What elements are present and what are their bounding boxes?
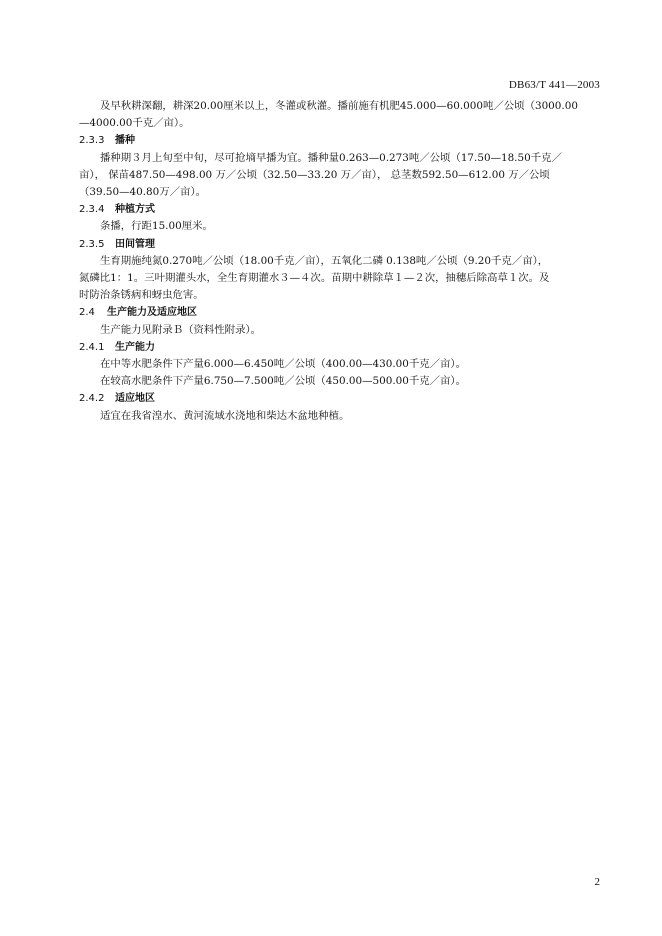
section-number: 2.3.4 bbox=[79, 204, 105, 216]
capacity-line-1: 在中等水肥条件下产量6.000—6.450吨／公顷（400.00—430.00千克／亩）。 bbox=[100, 358, 466, 371]
page-number: 2 bbox=[594, 876, 600, 888]
section-2-4-2-heading bbox=[79, 390, 601, 407]
section-2-3-3-heading bbox=[79, 132, 601, 149]
section-number: 2.4.2 bbox=[79, 393, 105, 405]
planting-method-line-1: 条播，行距15.00厘米。 bbox=[100, 220, 213, 233]
sowing-line-3: （39.50—40.80万／亩）。 bbox=[79, 186, 207, 199]
section-2-3-4-heading bbox=[79, 201, 601, 218]
intro-line-1: 及早秋耕深翻，耕深20.00厘米以上，冬灌或秋灌。播前施有机肥45.000—60.000吨／公顷（3000.00 bbox=[100, 100, 578, 112]
section-number: 2.4 bbox=[79, 307, 95, 319]
section-number: 2.3.5 bbox=[79, 238, 105, 250]
section-title: 田间管理 bbox=[115, 238, 155, 250]
document-body bbox=[79, 98, 601, 425]
section-title: 生产能力 bbox=[115, 341, 155, 353]
section-2-4-1-heading bbox=[79, 339, 601, 356]
intro-line-2: —4000.00千克／亩）。 bbox=[79, 117, 190, 130]
capacity-line-2: 在较高水肥条件下产量6.750—7.500吨／公顷（450.00—500.00千克／亩）。 bbox=[100, 375, 466, 388]
document-code: DB63/T 441—2003 bbox=[508, 79, 600, 91]
capacity-region-line-1: 生产能力见附录Ｂ（资料性附录）。 bbox=[100, 323, 262, 336]
section-2-4-heading bbox=[79, 304, 601, 321]
field-management-line-2: 氮磷比1：1。三叶期灌头水，全生育期灌水３—４次。苗期中耕除草１—２次，抽穗后除高草１次。及 bbox=[79, 272, 550, 285]
section-2-3-5-heading bbox=[79, 236, 601, 253]
section-title: 种植方式 bbox=[115, 204, 155, 216]
region-line-1: 适宜在我省湟水、黄河流域水浇地和柴达木盆地种植。 bbox=[100, 409, 350, 422]
field-management-line-1: 生育期施纯氮0.270吨／公顷（18.00千克／亩），五氧化二磷 0.138吨／公顷（9.20千克／亩）， bbox=[100, 254, 549, 267]
section-number: 2.4.1 bbox=[79, 341, 105, 353]
section-title: 适应地区 bbox=[115, 393, 155, 405]
section-title: 播种 bbox=[115, 135, 135, 147]
section-number: 2.3.3 bbox=[79, 135, 105, 147]
section-title: 生产能力及适应地区 bbox=[107, 307, 197, 319]
sowing-line-1: 播种期３月上旬至中旬，尽可抢墒早播为宜。播种量0.263—0.273吨／公顷（17.50—18.50千克／ bbox=[100, 151, 562, 164]
field-management-line-3: 时防治条锈病和蚜虫危害。 bbox=[79, 289, 204, 302]
sowing-line-2: 亩）， 保苗487.50—498.00 万／公顷（32.50—33.20 万／亩）， 总茎数592.50—612.00 万／公顷 bbox=[79, 168, 550, 181]
